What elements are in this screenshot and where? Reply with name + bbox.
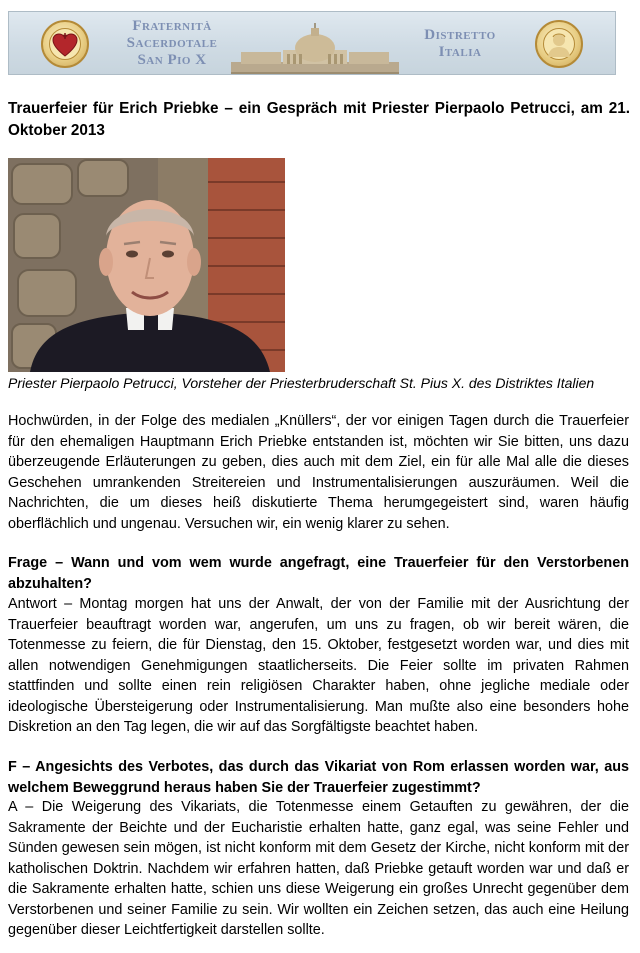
article-title: Trauerfeier für Erich Priebke – ein Gespräch mit Priester Pierpaolo Petrucci, am 21. Oktober 2013: [8, 100, 630, 139]
banner-right-line: Distretto: [424, 27, 496, 43]
priest-photo: [8, 158, 285, 372]
question-1: Frage – Wann und vom wem wurde angefragt, eine Trauerfeier für den Verstorbenen abzuhalten?: [8, 555, 629, 592]
pope-medal: [535, 20, 583, 68]
sacred-heart-icon: [50, 32, 80, 58]
banner-left-line: Fraternità: [132, 18, 212, 34]
banner-left-line: Sacerdotale: [126, 35, 218, 51]
priest-portrait-image: [8, 158, 285, 372]
banner-right-title: [401, 27, 519, 61]
seal-inner: [49, 28, 81, 60]
fraternity-seal: [41, 20, 89, 68]
photo-caption: Priester Pierpaolo Petrucci, Vorsteher der Priesterbruderschaft St. Pius X. des Distriktes Italien: [8, 375, 595, 391]
answer-1: Antwort – Montag morgen hat uns der Anwalt, der von der Familie mit der Ausrichtung der Trauerfeier beauftragt worden war, angerufen, um uns zu fragen, ob wir bereit wären, die Totenmesse zu feiern, die für Dienstag, den 15. Oktober, festgesetzt worden war, und dies mit allen notwendigen Genehmigungen staatlicherseits. Die Feier sollte im privaten Rahmen stattfinden und sollte einen rein religiösen Charakter haben, ohne jegliche mediale oder ideologische Übersteigerung oder Instrumentalisierung. Man mußte also eine besonders hohe Diskretion an den Tag legen, die wir auf das Sorgfältigste beachtet haben.: [8, 596, 629, 735]
answer-2: A – Die Weigerung des Vikariats, die Totenmesse einem Getauften zu gewähren, der die Sakramente der Beichte und der Eucharistie erhalten hatte, ganz egal, was seine Fehler und Sünden gewesen sein mögen, ist nicht konform mit dem Gesetz der Kirche, nicht konform mit der katholischen Doktrin. Nachdem wir erfahren hatten, daß Priebke getauft worden war und daß er die Sakramente erhalten hatte, schien uns diese Weigerung ein großes Unrecht gegenüber dem Verstorbenen und seiner Familie zu sein. Wir wollten ein Zeichen setzen, das auch eine Heilung gegenüber dieser Leichtfertigkeit darstellen sollte.: [8, 799, 629, 938]
st-peters-skyline-image: [231, 22, 399, 75]
header-banner: [8, 11, 616, 75]
pope-portrait-icon: [544, 29, 574, 59]
question-2: F – Angesichts des Verbotes, das durch das Vikariat von Rom erlassen worden war, aus welchem Beweggrund heraus haben Sie der Trauerfeier zugestimmt?: [8, 759, 629, 796]
banner-left-title: [113, 18, 231, 69]
medal-inner: [543, 28, 575, 60]
banner-left-line: San Pio X: [137, 52, 207, 68]
intro-paragraph: Hochwürden, in der Folge des medialen „Knüllers“, der vor einigen Tagen durch die Trauerfeier für den ehemaligen Hauptmann Erich Priebke entstanden ist, möchten wir Sie bitten, uns dazu überzeugende Erläuterungen zu geben, dies auch mit dem Ziel, ein für alle Mal alle die dieses Geschehen umrankenden Streitereien und Instrumentalisierungen auszuräumen. Weil die Nachrichten, die um dieses heiß diskutierte Thema herumgegeistert sind, waren häufig oberflächlich und ungenau. Versuchen wir, ein wenig klarer zu sehen.: [8, 413, 629, 532]
banner-right-line: Italia: [438, 44, 482, 60]
